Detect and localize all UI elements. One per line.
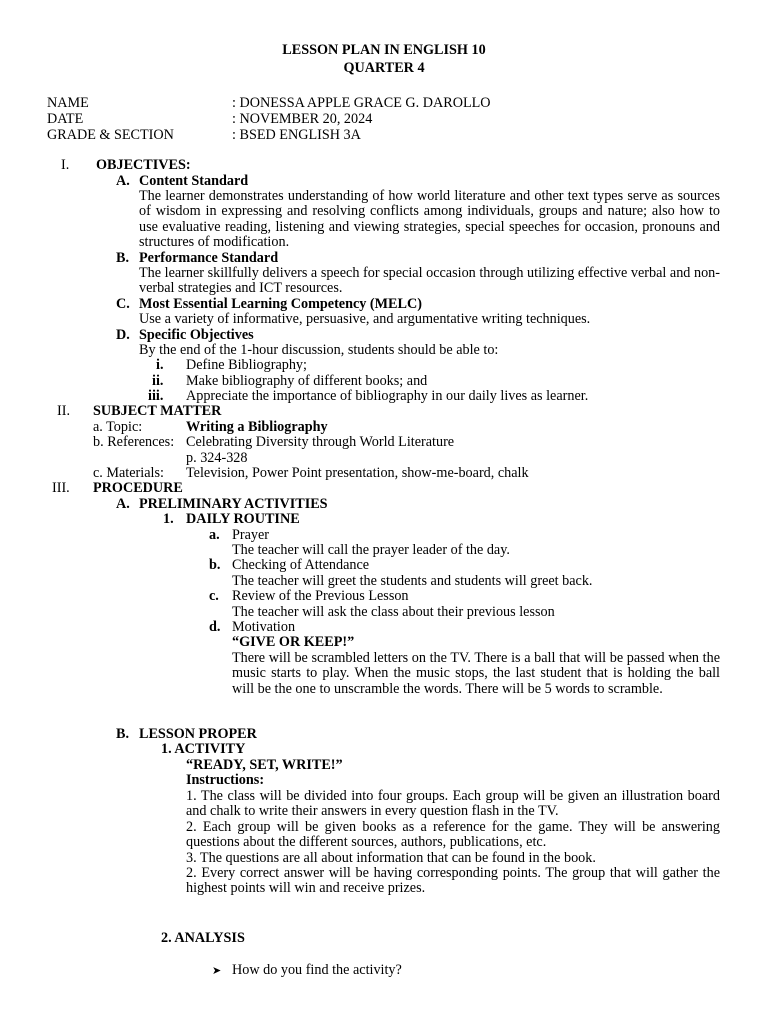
objective-item: Make bibliography of different books; and <box>186 373 428 389</box>
section-heading-procedure: PROCEDURE <box>93 480 183 496</box>
melc-text: Use a variety of informative, persuasive, and argumentative writing techniques. <box>139 311 591 327</box>
objective-number: ii. <box>152 373 164 389</box>
subsection-letter: A. <box>116 496 130 512</box>
routine-item-title: Motivation <box>232 619 296 635</box>
grade-label: GRADE & SECTION <box>47 127 174 143</box>
objective-number: i. <box>156 357 164 373</box>
routine-letter: a. <box>209 527 220 543</box>
subsection-letter: A. <box>116 173 130 189</box>
motivation-text: There will be scrambled letters on the TV. There is a ball that will be passed when the music starts to play. When the music stops, the last student that is holding the ball will be the one to unscramble the words. There will be 5 words to scramble. <box>232 650 720 697</box>
references-pages: p. 324-328 <box>186 450 248 466</box>
content-standard-heading: Content Standard <box>139 173 249 189</box>
section-number: II. <box>57 403 70 419</box>
content-standard-text: The learner demonstrates understanding of how world literature and other text types serve as sources of wisdom in expressing and resolving conflicts among individuals, groups and nature; also how to use evaluative reading, listening and viewing strategies, special speeches for occasion, pronouns and structures of modification. <box>139 188 720 251</box>
preliminary-activities-heading: PRELIMINARY ACTIVITIES <box>139 496 328 512</box>
routine-letter: b. <box>209 557 221 573</box>
topic-label: a. Topic: <box>93 419 143 435</box>
daily-routine-heading: DAILY ROUTINE <box>186 511 300 527</box>
instruction-item: 1. The class will be divided into four groups. Each group will be given an illustration board and chalk to write their answers in every question flash in the TV. <box>186 788 720 820</box>
section-heading-objectives: OBJECTIVES: <box>96 157 191 173</box>
materials-label: c. Materials: <box>93 465 164 481</box>
date-value: : NOVEMBER 20, 2024 <box>232 111 373 127</box>
specific-objectives-intro: By the end of the 1-hour discussion, students should be able to: <box>139 342 499 358</box>
routine-item-text: The teacher will ask the class about their previous lesson <box>232 604 555 620</box>
analysis-heading: 2. ANALYSIS <box>161 930 245 946</box>
materials-value: Television, Power Point presentation, show-me-board, chalk <box>186 465 529 481</box>
specific-objectives-heading: Specific Objectives <box>139 327 254 343</box>
document-title: LESSON PLAN IN ENGLISH 10 <box>282 42 486 58</box>
melc-heading: Most Essential Learning Competency (MELC) <box>139 296 422 312</box>
topic-value: Writing a Bibliography <box>186 419 328 435</box>
instruction-item: 3. The questions are all about information that can be found in the book. <box>186 850 596 866</box>
name-label: NAME <box>47 95 89 111</box>
objective-item: Appreciate the importance of bibliography in our daily lives as learner. <box>186 388 589 404</box>
objective-number: iii. <box>148 388 164 404</box>
analysis-question: How do you find the activity? <box>232 962 402 978</box>
performance-standard-heading: Performance Standard <box>139 250 279 266</box>
motivation-title: “GIVE OR KEEP!” <box>232 634 355 650</box>
performance-standard-text: The learner skillfully delivers a speech for special occasion through utilizing effective verbal and non-verbal strategies and ICT resources. <box>139 265 720 297</box>
section-heading-subject-matter: SUBJECT MATTER <box>93 403 222 419</box>
routine-item-text: The teacher will greet the students and students will greet back. <box>232 573 593 589</box>
section-number: III. <box>52 480 70 496</box>
subsection-letter: B. <box>116 726 130 742</box>
objective-item: Define Bibliography; <box>186 357 307 373</box>
routine-item-title: Checking of Attendance <box>232 557 370 573</box>
routine-letter: c. <box>209 588 219 604</box>
routine-item-title: Prayer <box>232 527 270 543</box>
activity-heading: 1. ACTIVITY <box>161 741 246 757</box>
subsection-letter: D. <box>116 327 130 343</box>
document-subtitle: QUARTER 4 <box>343 60 425 76</box>
routine-number: 1. <box>163 511 174 527</box>
instruction-item: 2. Each group will be given books as a reference for the game. They will be answering questions about the different sources, authors, publications, etc. <box>186 819 720 851</box>
routine-item-title: Review of the Previous Lesson <box>232 588 409 604</box>
grade-value: : BSED ENGLISH 3A <box>232 127 361 143</box>
lesson-proper-heading: LESSON PROPER <box>139 726 257 742</box>
name-value: : DONESSA APPLE GRACE G. DAROLLO <box>232 95 491 111</box>
arrow-bullet-icon: ➤ <box>212 964 222 977</box>
activity-title: “READY, SET, WRITE!” <box>186 757 343 773</box>
date-label: DATE <box>47 111 84 127</box>
instruction-item: 2. Every correct answer will be having corresponding points. The group that will gather the highest points will win and receive prizes. <box>186 865 720 897</box>
subsection-letter: C. <box>116 296 130 312</box>
references-value: Celebrating Diversity through World Literature <box>186 434 455 450</box>
instructions-label: Instructions: <box>186 772 265 788</box>
section-number: I. <box>61 157 70 173</box>
routine-letter: d. <box>209 619 221 635</box>
routine-item-text: The teacher will call the prayer leader of the day. <box>232 542 510 558</box>
references-label: b. References: <box>93 434 175 450</box>
subsection-letter: B. <box>116 250 130 266</box>
